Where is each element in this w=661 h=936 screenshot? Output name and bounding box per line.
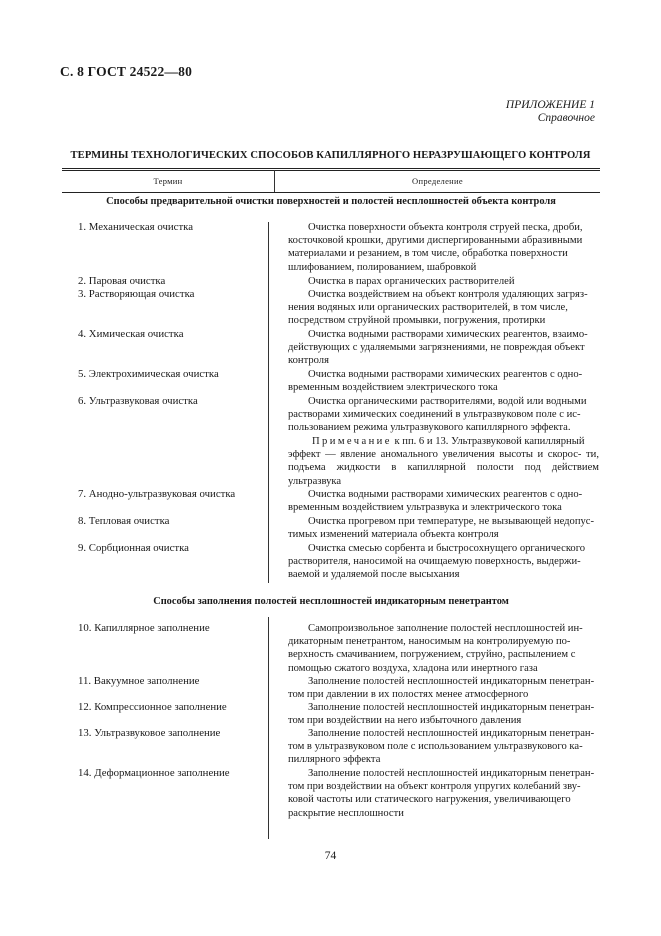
definition-14-line: раскрытие несплошности: [288, 807, 404, 819]
definition-13: [288, 727, 599, 767]
definition-4-line: Очистка водными растворами химических реагентов, взаимо-: [308, 329, 588, 340]
term-6: 6. Ультразвуковая очистка: [78, 395, 198, 407]
column-header-term: Термин: [153, 176, 183, 186]
term-12: 12. Компрессионное заполнение: [78, 701, 227, 713]
appendix-block: [506, 99, 595, 125]
note-line: ультразвука: [288, 475, 342, 487]
term-13: 13. Ультразвуковое заполнение: [78, 727, 221, 739]
definition-9: [288, 542, 599, 582]
term-1: 1. Механическая очистка: [78, 221, 194, 233]
definition-12-line: Заполнение полостей несплошностей индикаторным пенетран-: [308, 702, 595, 713]
definition-7-line: временным воздействием ультразвука и электрического тока: [288, 502, 562, 514]
definition-13-line: пиллярного эффекта: [288, 754, 381, 766]
definition-7: [288, 488, 599, 514]
table-top-rule-2: [62, 170, 600, 171]
definition-6-line: растворами химических соединений в ультразвуковом поле с ис-: [288, 409, 581, 421]
definition-3-line: Очистка воздействием на объект контроля удаляющих загряз-: [308, 289, 588, 300]
note-label: Примечание: [312, 436, 392, 447]
definition-10-line: Самопроизвольное заполнение полостей несплошностей ин-: [308, 623, 583, 634]
note-block: [288, 435, 599, 488]
definition-14-line: ковой частоты или статического нагружения, увеличивающего: [288, 794, 571, 806]
term-9: 9. Сорбционная очистка: [78, 542, 189, 554]
term-8: 8. Тепловая очистка: [78, 515, 170, 527]
definition-4-line: контроля: [288, 355, 329, 367]
definition-12-line: том при воздействии на него избыточного давления: [288, 715, 522, 727]
page-header: С. 8 ГОСТ 24522—80: [60, 64, 193, 79]
definition-11-line: том при давлении в их полостях менее атмосферного: [288, 689, 529, 701]
definition-4: [288, 328, 599, 368]
term-5: 5. Электрохимическая очистка: [78, 368, 219, 380]
note-ref: к пп. 6 и 13. Ультразвуковой капиллярный: [394, 436, 585, 447]
definition-3-line: посредством струйной промывки, погружения, протирки: [288, 315, 546, 327]
definition-14: [288, 767, 599, 820]
column-divider-section1: [268, 222, 269, 583]
definition-5: [288, 368, 599, 394]
definition-1-line: материалами и резанием, в том числе, обработка поверхности: [288, 248, 568, 260]
appendix-type: Справочное: [537, 112, 595, 124]
definition-8-line: тимых изменений материала объекта контроля: [288, 529, 499, 541]
term-7: 7. Анодно-ультразвуковая очистка: [78, 488, 236, 500]
note-line: ти, подъема жидкости в капиллярной полости под действием: [288, 449, 599, 474]
definition-1-line: Очистка поверхности объекта контроля струей песка, дроби,: [308, 222, 583, 233]
note-first-line: [288, 435, 599, 448]
term-2: 2. Паровая очистка: [78, 275, 166, 287]
column-divider-section2: [268, 617, 269, 839]
definition-6-line: Очистка органическими растворителями, водой или водными: [308, 396, 587, 407]
definition-11-line: Заполнение полостей несплошностей индикаторным пенетран-: [308, 676, 595, 687]
definition-1: [288, 221, 599, 274]
definition-10-line: верхность смачиванием, погружением, струйно, распылением с: [288, 649, 576, 661]
note-line: эффект — явление аномального увеличения высоты и скорос-: [288, 449, 582, 461]
definition-14-line: Заполнение полостей несплошностей индикаторным пенетран-: [308, 768, 595, 779]
definition-8: [288, 515, 599, 541]
definition-7-line: Очистка водными растворами химических реагентов с одно-: [308, 489, 583, 500]
definition-14-line: том при воздействии на объект контроля упругих колебаний зву-: [288, 781, 581, 793]
term-4: 4. Химическая очистка: [78, 328, 184, 340]
definition-10: [288, 622, 599, 675]
definition-2-line: Очистка в парах органических растворителей: [308, 276, 515, 287]
definition-3: [288, 288, 599, 328]
section-heading-cleaning: Способы предварительной очистки поверхностей и полостей несплошностей объекта контроля: [106, 196, 556, 207]
term-10: 10. Капиллярное заполнение: [78, 622, 210, 634]
section-heading-filling: Способы заполнения полостей несплошностей индикаторным пенетрантом: [153, 596, 509, 607]
definition-13-line: Заполнение полостей несплошностей индикаторным пенетран-: [308, 728, 595, 739]
definition-5-line: Очистка водными растворами химических реагентов с одно-: [308, 369, 583, 380]
definition-9-line: растворителя, наносимой на очищаемую поверхность, выдержи-: [288, 556, 581, 568]
column-header-definition: Определение: [412, 176, 463, 186]
page-number: 74: [324, 850, 337, 862]
definition-12: [288, 701, 599, 727]
table-top-rule: [62, 168, 600, 169]
definition-11: [288, 675, 599, 701]
definition-9-line: Очистка смесью сорбента и быстросохнущего органического: [308, 543, 586, 554]
definition-8-line: Очистка прогревом при температуре, не вызывающей недопус-: [308, 516, 595, 527]
definition-10-line: помощью сжатого воздуха, хладона или инертного газа: [288, 662, 538, 674]
term-11: 11. Вакуумное заполнение: [78, 675, 200, 687]
term-3: 3. Растворяющая очистка: [78, 288, 195, 300]
document-title: ТЕРМИНЫ ТЕХНОЛОГИЧЕСКИХ СПОСОБОВ КАПИЛЛЯРНОГО НЕРАЗРУШАЮЩЕГО КОНТРОЛЯ: [70, 150, 591, 161]
appendix-label: ПРИЛОЖЕНИЕ 1: [505, 99, 595, 111]
definition-5-line: временным воздействием электрического тока: [288, 382, 498, 394]
definition-13-line: том в ультразвуковом поле с использованием ультразвукового ка-: [288, 741, 583, 753]
term-14: 14. Деформационное заполнение: [78, 767, 230, 779]
definition-1-line: косточковой крошки, другими диспергированными абразивными: [288, 235, 583, 247]
definition-6: [288, 395, 599, 435]
definition-9-line: ваемой и удаляемой после высыхания: [288, 569, 460, 581]
table-header-rule: [62, 192, 600, 193]
definition-2: [288, 275, 599, 288]
definition-3-line: нения водяных или органических растворителей, в том числе,: [288, 302, 568, 314]
definition-10-line: дикаторным пенетрантом, наносимым на контролируемую по-: [288, 636, 571, 648]
definition-6-line: пользованием режима ультразвукового капиллярного эффекта.: [288, 422, 571, 434]
definition-1-line: шлифованием, полированием, шабровкой: [288, 261, 477, 273]
definition-4-line: действующих с удаляемыми загрязнениями, не повреждая объект: [288, 342, 585, 354]
